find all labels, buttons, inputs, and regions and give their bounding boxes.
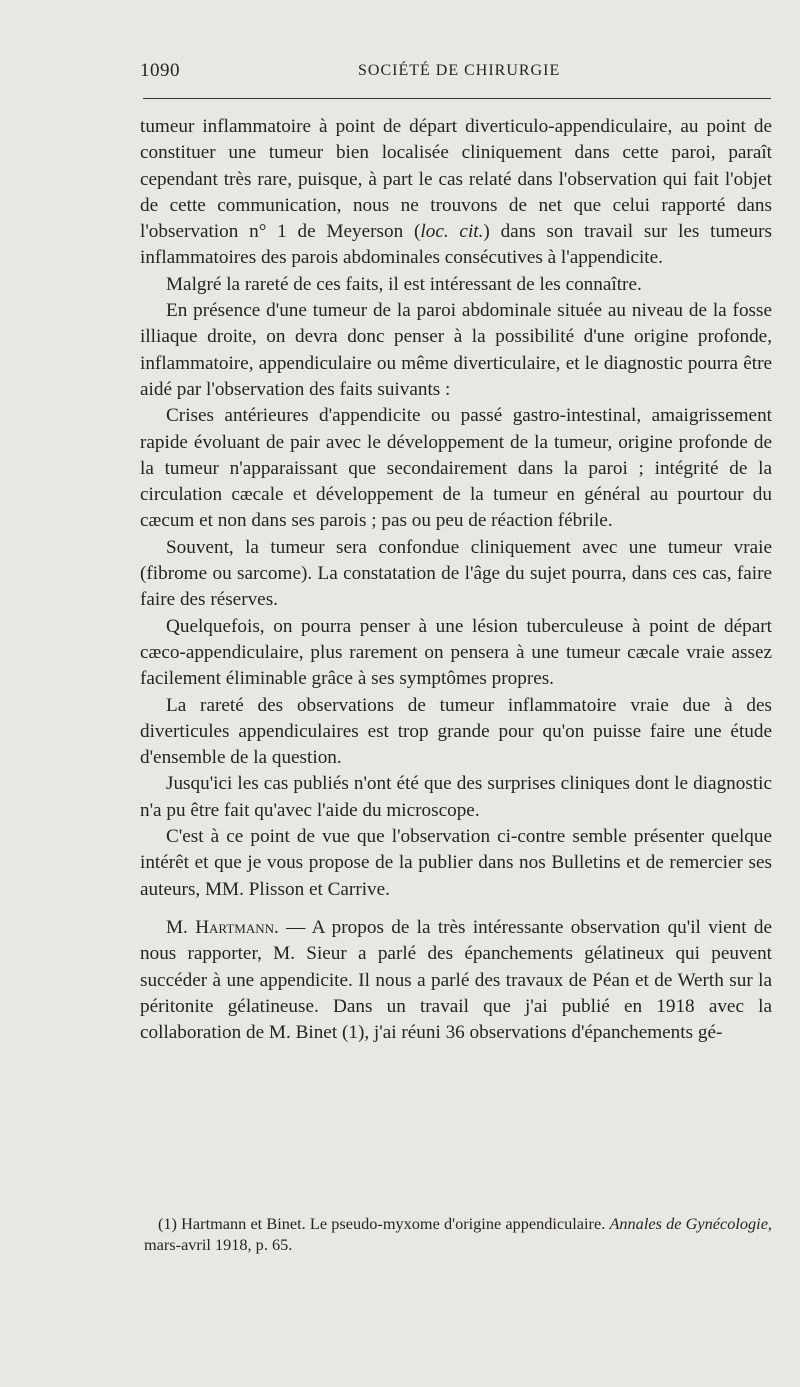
paragraph: Jusqu'ici les cas publiés n'ont été que des surprises cliniques dont le diagnostic n'a pu être fait qu'avec l'aide du microscope. (140, 773, 772, 821)
speaker-name: Hartmann (195, 916, 274, 938)
footnote (144, 1213, 772, 1255)
header-rule (143, 98, 771, 99)
paragraph: Malgré la rareté de ces faits, il est intéressant de les connaître. (166, 273, 642, 295)
paragraph: Souvent, la tumeur sera confondue cliniquement avec une tumeur vraie (fibrome ou sarcome). La constatation de l'âge du sujet pourra, dans ces cas, faire faire des réserves. (140, 536, 772, 611)
speaker-prefix: M. (166, 916, 196, 938)
paragraph: Crises antérieures d'appendicite ou passé gastro-intestinal, amaigrissement rapide évoluant de pair avec le développement de la tumeur, origine profonde de la tumeur n'apparaissant que secondairement dans la paroi ; intégrité de la circulation cæcale et développement de la tumeur en général au pourtour du cæcum et non dans ses parois ; pas ou peu de réaction fébrile. (140, 405, 772, 532)
paragraph: Quelquefois, on pourra penser à une lésion tuberculeuse à point de départ cæco-appendiculaire, plus rarement on pensera à une tumeur cæcale vraie assez facilement éliminable grâce à ses symptômes propres. (140, 615, 772, 690)
paragraph: La rareté des observations de tumeur inflammatoire vraie due à des diverticules appendiculaires est trop grande pour qu'on puisse faire une étude d'ensemble de la question. (140, 694, 772, 769)
running-title: SOCIÉTÉ DE CHIRURGIE (358, 62, 561, 79)
footnote-text: , mars-avril 1918, p. 65. (144, 1214, 772, 1254)
page-header (140, 60, 770, 86)
paragraph (140, 114, 772, 272)
text-run: ) dans son travail sur les tumeurs inflammatoires des parois abdominales consécutives à l'appendicite. (140, 221, 772, 269)
italic-citation: loc. cit. (420, 221, 484, 243)
body-text (140, 114, 772, 1046)
footnote-journal: Annales de Gynécologie (609, 1214, 768, 1233)
paragraph: En présence d'une tumeur de la paroi abdominale située au niveau de la fosse illiaque droite, on devra donc penser à la possibilité d'une origine profonde, inflammatoire, appendiculaire ou même diverticulaire, et le diagnostic pourra être aidé par l'observation des faits suivants : (140, 300, 772, 400)
text-run: tumeur inflammatoire à point de départ diverticulo-appendiculaire, au point de constituer une tumeur bien localisée cliniquement dans cette paroi, paraît cependant très rare, puisque, à part le cas relaté dans l'observation qui fait l'objet de cette communication, nous ne trouvons de net que celui rapporté dans l'observation n° 1 de Meyerson ( (140, 116, 772, 243)
page-number: 1090 (140, 60, 180, 81)
text-run: . — A propos de la très intéressante observation qu'il vient de nous rapporter, M. Sieur a parlé des épanchements gélatineux qui peuvent succéder à une appendicite. Il nous a parlé des travaux de Péan et de Werth sur la péritonite gélatineuse. Dans un travail que j'ai publié en 1918 avec la collaboration de M. Binet (1), j'ai réuni 36 observations d'épanchements gé- (140, 916, 772, 1044)
paragraph: C'est à ce point de vue que l'observation ci-contre semble présenter quelque intérêt et que je vous propose de la publier dans nos Bulletins et de remercier ses auteurs, MM. Plisson et Carrive. (140, 826, 772, 900)
paragraph (140, 915, 772, 1046)
footnote-text: (1) Hartmann et Binet. Le pseudo-myxome d'origine appendiculaire. (158, 1214, 610, 1233)
